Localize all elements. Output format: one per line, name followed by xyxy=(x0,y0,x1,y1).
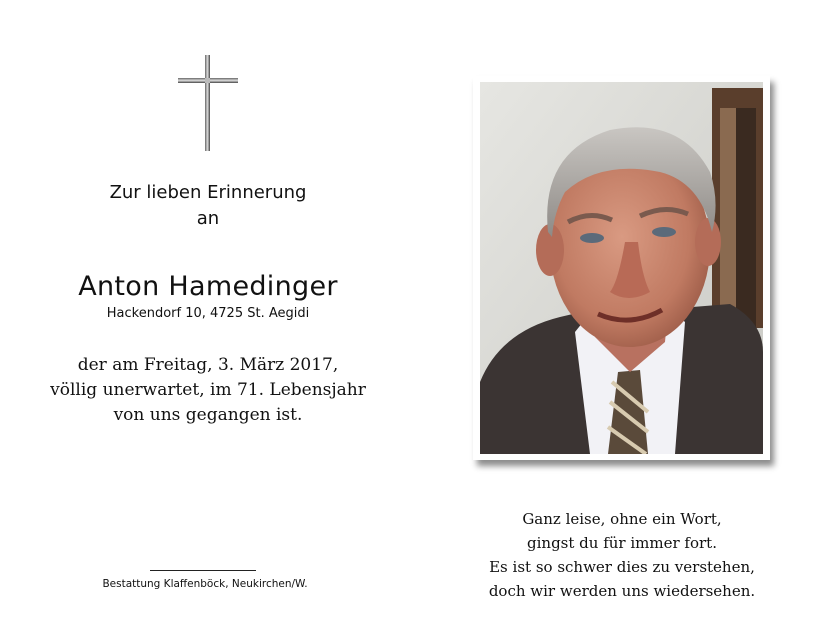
portrait-frame xyxy=(473,76,770,460)
portrait-photo xyxy=(480,82,763,454)
funeral-home: Bestattung Klaffenböck, Neukirchen/W. xyxy=(102,578,308,590)
deceased-name: Anton Hamedinger xyxy=(78,271,338,302)
poem-line-4: doch wir werden uns wiedersehen. xyxy=(488,582,756,600)
poem-line-1: Ganz leise, ohne ein Wort, xyxy=(522,510,722,528)
death-line-2: völlig unerwartet, im 71. Lebensjahr xyxy=(50,380,366,400)
intro-line-1: Zur lieben Erinnerung xyxy=(109,182,307,203)
cross-icon xyxy=(177,54,239,152)
death-line-1: der am Freitag, 3. März 2017, xyxy=(77,355,339,375)
signature-line xyxy=(150,570,256,571)
intro-text xyxy=(40,180,376,232)
death-line-3: von uns gegangen ist. xyxy=(113,405,303,425)
intro-line-2: an xyxy=(196,208,220,229)
deceased-address: Hackendorf 10, 4725 St. Aegidi xyxy=(106,306,310,321)
poem xyxy=(470,507,774,603)
death-notice xyxy=(40,353,376,428)
poem-line-3: Es ist so schwer dies zu verstehen, xyxy=(489,558,755,576)
poem-line-2: gingst du für immer fort. xyxy=(527,534,717,552)
